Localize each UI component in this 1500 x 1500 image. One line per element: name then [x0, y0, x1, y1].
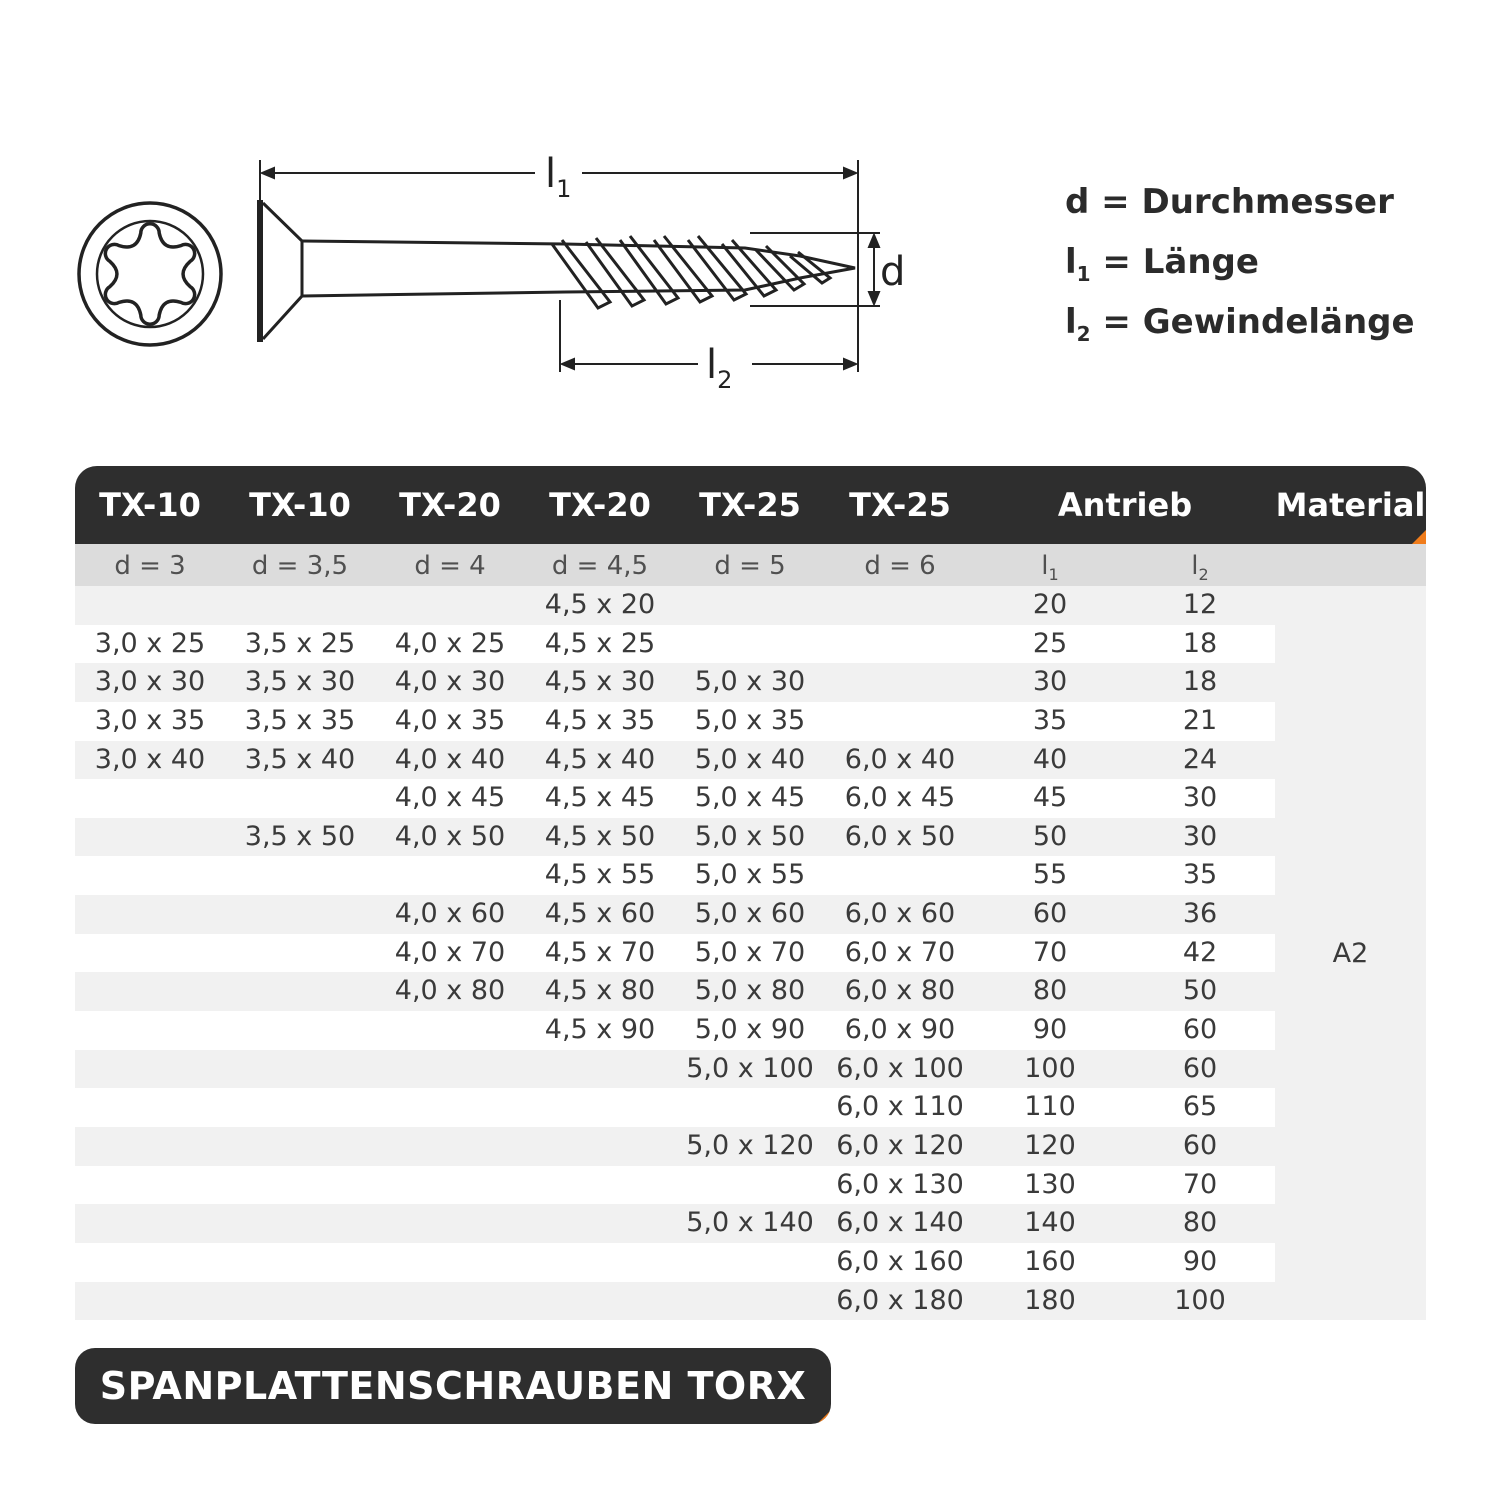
- table-cell: 4,5 x 25: [544, 627, 656, 659]
- material-value: A2: [1332, 938, 1369, 969]
- legend-sym-letter: l: [1065, 242, 1077, 282]
- table-cell: [375, 586, 525, 625]
- table-cell: 4,5 x 50: [544, 820, 656, 852]
- table-cell: 4,0 x 60: [394, 898, 506, 930]
- subheader-cell: d = 6: [864, 551, 936, 581]
- legend-sym: d: [1065, 182, 1090, 222]
- table-cell: [375, 1243, 525, 1282]
- table-cell: 4,5 x 55: [544, 859, 656, 891]
- table-cell: [825, 586, 975, 625]
- table-cell: 4,5 x 20: [544, 589, 656, 620]
- table-cell: 3,5 x 35: [244, 704, 356, 736]
- dim-d-letter: d: [880, 249, 906, 295]
- table-cell: 4,0 x 45: [394, 782, 506, 814]
- table-cell: 140: [1024, 1207, 1076, 1239]
- table-row: [75, 1282, 1275, 1321]
- table-cell: 100: [1174, 1284, 1226, 1316]
- table-cell: 6,0 x 130: [836, 1168, 964, 1200]
- table-cell: [525, 1088, 675, 1127]
- table-cell: [525, 1282, 675, 1321]
- table-cell: [375, 856, 525, 895]
- table-cell: 5,0 x 45: [694, 782, 806, 814]
- table-cell: 6,0 x 110: [836, 1091, 964, 1123]
- table-cell: 80: [1182, 1207, 1218, 1239]
- table-cell: 20: [1032, 589, 1068, 620]
- table-cell: [225, 934, 375, 973]
- table-cell: 70: [1182, 1168, 1218, 1200]
- table-cell: 50: [1182, 975, 1218, 1007]
- header-cell: TX-25: [849, 486, 951, 524]
- table-cell: [675, 586, 825, 625]
- table-cell: 30: [1182, 782, 1218, 814]
- table-cell: 5,0 x 40: [694, 743, 806, 775]
- legend-line-length: [1065, 240, 1415, 300]
- table-cell: 4,0 x 30: [394, 666, 506, 698]
- legend-sym: [1065, 300, 1091, 344]
- table-cell: 5,0 x 100: [686, 1052, 814, 1084]
- table-row: [75, 856, 1275, 895]
- table-cell: 5,0 x 90: [694, 1014, 806, 1046]
- table-cell: 5,0 x 80: [694, 975, 806, 1007]
- screw-side-view: [257, 200, 855, 342]
- dim-l1-letter: l: [545, 151, 557, 197]
- accent-corner: [817, 1410, 831, 1424]
- table-cell: 6,0 x 50: [844, 820, 956, 852]
- table-cell: [225, 1166, 375, 1205]
- table-cell: 3,0 x 35: [94, 704, 206, 736]
- table-cell: 5,0 x 60: [694, 898, 806, 930]
- table-cell: 50: [1032, 820, 1068, 852]
- table-cell: 30: [1182, 820, 1218, 852]
- table-cell: [225, 586, 375, 625]
- table-cell: [375, 1282, 525, 1321]
- table-cell: 4,0 x 70: [394, 936, 506, 968]
- product-title-badge: [75, 1348, 831, 1424]
- table-cell: 130: [1024, 1168, 1076, 1200]
- table-cell: 3,0 x 40: [94, 743, 206, 775]
- table-cell: [675, 1166, 825, 1205]
- table-cell: 18: [1182, 666, 1218, 698]
- table-cell: [525, 1166, 675, 1205]
- subheader-cell: d = 3,5: [251, 551, 349, 581]
- table-cell: [825, 702, 975, 741]
- table-cell: 35: [1032, 704, 1068, 736]
- table-cell: [75, 1050, 225, 1089]
- header-cell: TX-10: [99, 486, 201, 524]
- table-cell: 80: [1032, 975, 1068, 1007]
- table-cell: 180: [1024, 1284, 1076, 1316]
- table-cell: 6,0 x 160: [836, 1245, 964, 1277]
- table-cell: [225, 972, 375, 1011]
- table-cell: 4,5 x 40: [544, 743, 656, 775]
- table-row: [75, 972, 1275, 1011]
- table-cell: [225, 1243, 375, 1282]
- table-cell: 5,0 x 140: [686, 1207, 814, 1239]
- header-cell-antrieb: Antrieb: [1057, 486, 1193, 524]
- dim-l1-sub: 1: [556, 175, 572, 203]
- subheader-cell-l2: [1125, 544, 1275, 586]
- table-cell: 6,0 x 140: [836, 1207, 964, 1239]
- table-cell: 3,5 x 40: [244, 743, 356, 775]
- table-cell: 3,0 x 30: [94, 666, 206, 698]
- table-cell: 100: [1024, 1052, 1076, 1084]
- table-cell: 4,5 x 70: [544, 936, 656, 968]
- table-row: [75, 1011, 1275, 1050]
- table-cell: 45: [1032, 782, 1068, 814]
- table-cell: [225, 856, 375, 895]
- torx-head-icon: [79, 203, 221, 345]
- table-cell: 6,0 x 180: [836, 1284, 964, 1316]
- table-cell: [75, 1127, 225, 1166]
- table-cell: 60: [1032, 898, 1068, 930]
- table-cell: 42: [1182, 936, 1218, 968]
- table-cell: [825, 625, 975, 664]
- table-cell: 4,0 x 40: [394, 743, 506, 775]
- table-cell: 5,0 x 120: [686, 1129, 814, 1161]
- table-cell: 4,5 x 30: [544, 666, 656, 698]
- subheader-cell: d = 3: [114, 551, 186, 581]
- table-cell: [675, 1282, 825, 1321]
- legend-text: = Gewindelänge: [1090, 302, 1415, 342]
- table-cell: [75, 586, 225, 625]
- legend-line-diameter: [1065, 180, 1415, 240]
- table-cell: [375, 1127, 525, 1166]
- table-cell: 160: [1024, 1245, 1076, 1277]
- subheader-cell: d = 4,5: [551, 551, 649, 581]
- table-row: [75, 1204, 1275, 1243]
- table-header: [75, 466, 1426, 544]
- subheader-cell-l1: [975, 544, 1125, 586]
- header-cell: TX-20: [399, 486, 501, 524]
- subheader-cell: d = 4: [414, 551, 486, 581]
- table-row: [75, 1166, 1275, 1205]
- table-cell: [75, 856, 225, 895]
- table-cell: [225, 1011, 375, 1050]
- table-cell: 12: [1182, 589, 1218, 620]
- table-cell: [675, 625, 825, 664]
- dim-label-l2: [706, 342, 733, 394]
- table-cell: [375, 1204, 525, 1243]
- table-cell: 60: [1182, 1052, 1218, 1084]
- table-cell: [225, 779, 375, 818]
- table-cell: 24: [1182, 743, 1218, 775]
- dim-label-l1: [545, 151, 572, 203]
- subheader-cell: d = 5: [714, 551, 786, 581]
- dim-l2-letter: l: [706, 342, 718, 388]
- legend: [1065, 180, 1415, 360]
- table-cell: [375, 1088, 525, 1127]
- table-cell: [525, 1127, 675, 1166]
- table-cell: [75, 818, 225, 857]
- table-cell: [225, 1127, 375, 1166]
- table-row: [75, 741, 1275, 780]
- table-cell: 5,0 x 30: [694, 666, 806, 698]
- header-cell-material: Material: [1275, 486, 1426, 524]
- table-cell: [75, 972, 225, 1011]
- table-cell: 3,0 x 25: [94, 627, 206, 659]
- table-cell: 4,5 x 80: [544, 975, 656, 1007]
- table-cell: [225, 895, 375, 934]
- table-row: [75, 895, 1275, 934]
- table-cell: [825, 856, 975, 895]
- table-cell: 4,0 x 50: [394, 820, 506, 852]
- table-cell: 5,0 x 55: [694, 859, 806, 891]
- table-cell: [75, 1243, 225, 1282]
- table-cell: [75, 779, 225, 818]
- table-cell: [225, 1088, 375, 1127]
- table-cell: 6,0 x 90: [844, 1014, 956, 1046]
- table-cell: 6,0 x 80: [844, 975, 956, 1007]
- table-cell: 65: [1182, 1091, 1218, 1123]
- table-cell: 6,0 x 120: [836, 1129, 964, 1161]
- table-row: [75, 702, 1275, 741]
- dim-l2-sub: 2: [717, 366, 733, 394]
- legend-text: = Durchmesser: [1089, 182, 1394, 222]
- table-cell: 21: [1182, 704, 1218, 736]
- legend-sym-sub: 1: [1076, 262, 1091, 286]
- table-cell: 5,0 x 70: [694, 936, 806, 968]
- table-cell: 35: [1182, 859, 1218, 891]
- table-cell: 36: [1182, 898, 1218, 930]
- table-row: [75, 663, 1275, 702]
- table-cell: 18: [1182, 627, 1218, 659]
- table-row: [75, 818, 1275, 857]
- table-cell: 4,5 x 90: [544, 1014, 656, 1046]
- table-cell: [525, 1050, 675, 1089]
- table-cell: 3,5 x 50: [244, 820, 356, 852]
- table-cell: [375, 1166, 525, 1205]
- dim-label-d: [880, 249, 906, 295]
- table-cell: [675, 1243, 825, 1282]
- legend-text: = Länge: [1090, 242, 1259, 282]
- table-cell: 60: [1182, 1014, 1218, 1046]
- table-row: [75, 1243, 1275, 1282]
- table-row: [75, 934, 1275, 973]
- table-cell: 5,0 x 50: [694, 820, 806, 852]
- table-cell: 4,0 x 25: [394, 627, 506, 659]
- table-cell: 55: [1032, 859, 1068, 891]
- subheader-l1-sub: 1: [1048, 565, 1059, 584]
- table-subheader: [75, 544, 1426, 586]
- legend-sym-sub: 2: [1076, 322, 1091, 346]
- table-row: [75, 586, 1275, 625]
- header-cell: TX-20: [549, 486, 651, 524]
- table-cell: [375, 1011, 525, 1050]
- table-cell: [75, 1166, 225, 1205]
- table-cell: 120: [1024, 1129, 1076, 1161]
- legend-line-thread-length: [1065, 300, 1415, 360]
- accent-corner: [1412, 530, 1426, 544]
- table-cell: 4,0 x 80: [394, 975, 506, 1007]
- table-cell: 6,0 x 100: [836, 1052, 964, 1084]
- table-cell: 5,0 x 35: [694, 704, 806, 736]
- table-cell: 70: [1032, 936, 1068, 968]
- subheader-l2-letter: l: [1191, 551, 1199, 581]
- table-cell: [525, 1204, 675, 1243]
- table-cell: 30: [1032, 666, 1068, 698]
- table-cell: [525, 1243, 675, 1282]
- table-cell: 4,5 x 35: [544, 704, 656, 736]
- table-cell: [75, 934, 225, 973]
- subheader-l2-sub: 2: [1198, 565, 1209, 584]
- table-cell: 6,0 x 40: [844, 743, 956, 775]
- table-cell: 4,5 x 45: [544, 782, 656, 814]
- table-row: [75, 1088, 1275, 1127]
- table-row: [75, 1050, 1275, 1089]
- table-cell: 40: [1032, 743, 1068, 775]
- table-row: [75, 1127, 1275, 1166]
- table-body: [75, 586, 1426, 1320]
- table-cell: [75, 1204, 225, 1243]
- table-row: [75, 779, 1275, 818]
- table-cell: 6,0 x 45: [844, 782, 956, 814]
- table-cell: [675, 1088, 825, 1127]
- screw-diagram: [0, 0, 1500, 430]
- material-column: [1275, 586, 1426, 1320]
- product-title: SPANPLATTENSCHRAUBEN TORX: [99, 1364, 807, 1408]
- table-cell: 4,0 x 35: [394, 704, 506, 736]
- header-cell: TX-25: [699, 486, 801, 524]
- table-cell: 3,5 x 25: [244, 627, 356, 659]
- table-cell: [75, 1282, 225, 1321]
- table-row: [75, 625, 1275, 664]
- table-cell: 4,5 x 60: [544, 898, 656, 930]
- table-cell: [75, 895, 225, 934]
- table-cell: [75, 1088, 225, 1127]
- table-cell: [225, 1282, 375, 1321]
- legend-sym: [1065, 240, 1091, 284]
- table-cell: 3,5 x 30: [244, 666, 356, 698]
- table-cell: 90: [1182, 1245, 1218, 1277]
- header-cell: TX-10: [249, 486, 351, 524]
- table-cell: [75, 1011, 225, 1050]
- table-cell: 25: [1032, 627, 1068, 659]
- table-cell: [225, 1204, 375, 1243]
- table-cell: 90: [1032, 1014, 1068, 1046]
- table-cell: 6,0 x 60: [844, 898, 956, 930]
- table-cell: [225, 1050, 375, 1089]
- table-cell: 6,0 x 70: [844, 936, 956, 968]
- legend-sym-letter: l: [1065, 302, 1077, 342]
- table-cell: [375, 1050, 525, 1089]
- table-cell: [825, 663, 975, 702]
- size-table: [75, 466, 1426, 1320]
- table-cell: 60: [1182, 1129, 1218, 1161]
- table-cell: 110: [1024, 1091, 1076, 1123]
- subheader-l1-letter: l: [1041, 551, 1049, 581]
